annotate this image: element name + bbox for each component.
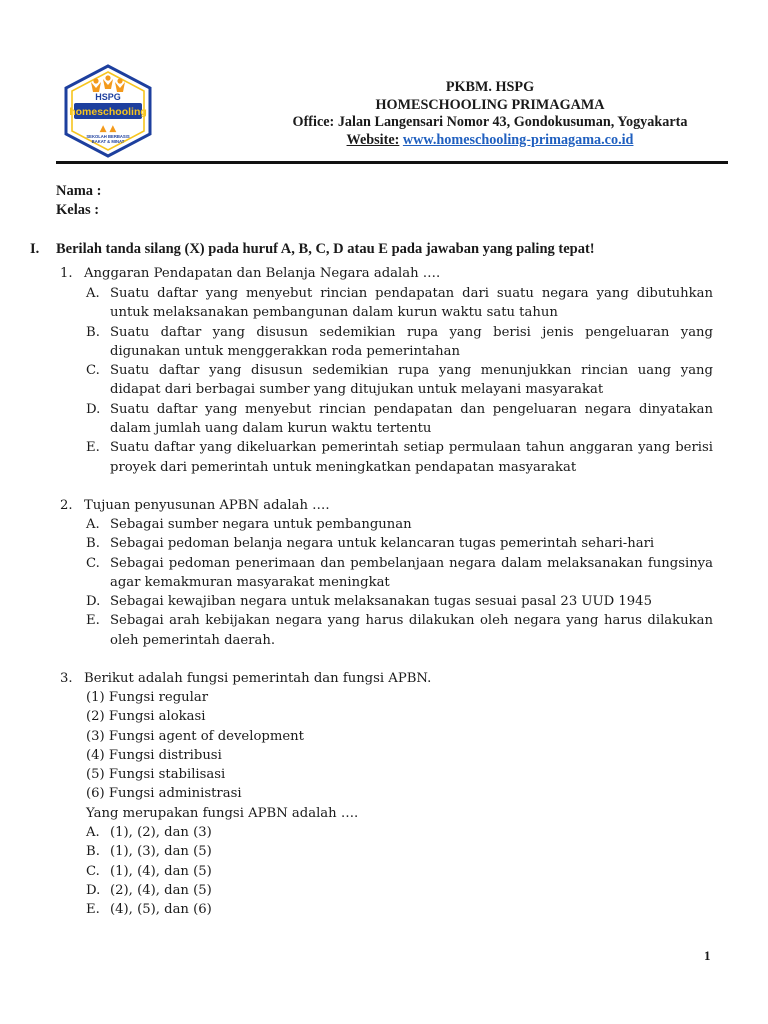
section-heading [30,240,730,259]
option-text: (4), (5), dan (6) [110,902,212,918]
list-item: (3) Fungsi agent of development [86,728,304,744]
option-text: (1), (4), dan (5) [110,863,212,879]
option-text: Suatu daftar yang disusun sedemikian rupa yang berisi jenis pengeluaran yang digunakan untuk menggerakkan roda pemerintahan [110,324,713,359]
question-text: Tujuan penyusunan APBN adalah …. [84,498,330,513]
option-text: Suatu daftar yang dikeluarkan pemerintah setiap permulaan tahun anggaran yang berisi proyek dari pemerintah untuk meningkatkan pendapatan masyarakat [110,440,713,475]
header-divider [56,161,728,164]
list-item: (2) Fungsi alokasi [86,709,206,725]
answer-option-c[interactable] [86,862,713,881]
option-text: Sebagai pedoman penerimaan dan pembelanjaan negara dalam melaksanakan fungsinya agar kemakmuran masyarakat meningkat [110,555,713,590]
answer-option-d[interactable] [86,400,713,439]
option-letter: B. [86,324,100,340]
logo-brand-text: homeschooling [69,106,147,118]
question-text: Berikut adalah fungsi pemerintah dan fungsi APBN. [84,671,432,686]
option-letter: D. [86,401,101,417]
list-item: (1) Fungsi regular [86,690,209,705]
option-text: (1), (3), dan (5) [110,844,212,860]
option-letter: C. [86,863,100,879]
option-letter: D. [86,594,101,610]
answer-option-e[interactable] [86,900,713,919]
option-letter: E. [86,440,100,456]
website-link[interactable]: www.homeschooling-primagama.co.id [402,131,634,148]
option-letter: A. [86,286,100,301]
option-text: Suatu daftar yang disusun sedemikian rupa yang menunjukkan rincian uang yang didapat dari berbagai sumber yang ditujukan untuk melayani masyarakat [110,363,713,398]
option-letter: C. [86,555,100,571]
logo-top-text: HSPG [95,92,121,102]
option-letter: D. [86,882,101,898]
answer-option-e[interactable] [86,611,713,650]
question-stem [60,669,720,688]
logo-tagline-1: SEKOLAH BERBASIS [86,134,130,139]
class-field: Kelas : [56,202,100,218]
answer-options [86,515,713,650]
student-info [56,182,102,220]
answer-option-a[interactable] [86,515,713,534]
option-text: Suatu daftar yang menyebut rincian pendapatan dari suatu negara yang dibutuhkan untuk melaksanakan pembangunan dalam kurun waktu satu tahun [110,286,713,321]
letterhead [190,79,768,149]
website-label: Website: [346,131,400,148]
answer-option-e[interactable] [86,438,713,477]
option-text: Sebagai arah kebijakan negara yang harus dilakukan oleh negara yang harus dilakukan oleh pemerintah daerah. [110,613,713,648]
option-text: Sebagai pedoman belanja negara untuk kelancaran tugas pemerintah sehari-hari [110,536,655,552]
answer-option-a[interactable] [86,823,713,842]
list-item: (6) Fungsi administrasi [86,786,242,802]
option-text: (2), (4), dan (5) [110,882,212,898]
answer-option-d[interactable] [86,592,713,611]
answer-option-a[interactable] [86,284,713,323]
option-text: Suatu daftar yang menyebut rincian pendapatan dan pengeluaran negara dinyatakan dalam jumlah uang dalam kurun waktu tertentu [110,401,713,437]
answer-options [86,284,713,477]
logo-tagline-2: BAKAT & MINAT [91,139,125,144]
option-text: (1), (2), dan (3) [110,825,212,840]
option-letter: B. [86,844,100,860]
answer-options [86,823,713,919]
question-number: 2. [60,498,73,513]
answer-option-b[interactable] [86,842,713,861]
option-letter: E. [86,902,100,918]
list-item: (4) Fungsi distribusi [86,747,222,763]
list-item: (5) Fungsi stabilisasi [86,767,226,783]
option-letter: A. [86,825,100,840]
option-letter: A. [86,517,100,532]
page-number: 1 [704,948,711,963]
institution-name: HOMESCHOOLING PRIMAGAMA [375,96,605,113]
section-instruction: Berilah tanda silang (X) pada huruf A, B, C, D atau E pada jawaban yang paling tepat! [56,241,595,257]
function-list [86,688,686,823]
website-line [190,132,768,150]
option-text: Sebagai kewajiban negara untuk melaksanakan tugas sesuai pasal 23 UUD 1945 [110,594,652,610]
section-number: I. [30,241,40,257]
option-letter: B. [86,536,100,552]
question-number: 1. [60,266,73,281]
question-stem [60,264,720,283]
office-address: Office: Jalan Langensari Nomor 43, Gondokusuman, Yogyakarta [292,114,688,130]
logo-house-glyph: ▲ ▲ [99,124,117,134]
name-field: Nama : [56,183,102,199]
answer-option-b[interactable] [86,323,713,362]
answer-option-b[interactable] [86,534,713,553]
option-letter: C. [86,363,100,379]
question-number: 3. [60,671,73,686]
question-stem [60,496,720,515]
answer-option-c[interactable] [86,361,713,400]
question-text: Anggaran Pendapatan dan Belanja Negara adalah …. [84,266,441,281]
answer-option-d[interactable] [86,881,713,900]
question-prompt: Yang merupakan fungsi APBN adalah …. [86,805,359,821]
answer-option-c[interactable] [86,554,713,593]
hspg-logo [62,64,154,158]
option-text: Sebagai sumber negara untuk pembangunan [110,517,412,532]
option-letter: E. [86,613,100,629]
institution-code: PKBM. HSPG [445,79,535,95]
